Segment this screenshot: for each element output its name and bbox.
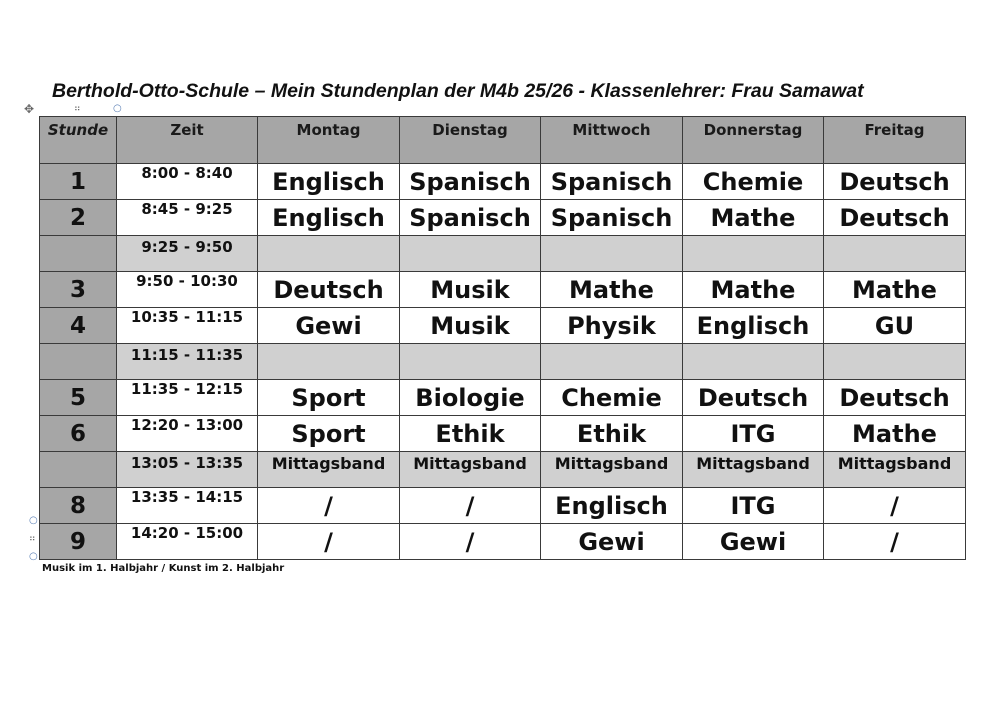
lesson-number bbox=[40, 452, 117, 488]
lesson-number: 4 bbox=[40, 308, 117, 344]
subject-cell-dienstag bbox=[400, 236, 541, 272]
lesson-number: 8 bbox=[40, 488, 117, 524]
subject-cell-montag: Sport bbox=[258, 416, 400, 452]
table-row bbox=[40, 272, 966, 308]
subject-cell-montag bbox=[258, 344, 400, 380]
header-zeit: Zeit bbox=[117, 117, 258, 164]
subject-cell-montag: Englisch bbox=[258, 164, 400, 200]
header-dienstag: Dienstag bbox=[400, 117, 541, 164]
time-cell: 14:20 - 15:00 bbox=[117, 524, 258, 560]
subject-cell-dienstag: Musik bbox=[400, 308, 541, 344]
lesson-number: 3 bbox=[40, 272, 117, 308]
subject-cell-dienstag: Ethik bbox=[400, 416, 541, 452]
subject-cell-freitag: Deutsch bbox=[824, 200, 966, 236]
time-cell: 8:00 - 8:40 bbox=[117, 164, 258, 200]
header-montag: Montag bbox=[258, 117, 400, 164]
table-row bbox=[40, 344, 966, 380]
subject-cell-mittwoch: Physik bbox=[541, 308, 683, 344]
lesson-number: 6 bbox=[40, 416, 117, 452]
subject-cell-mittwoch: Gewi bbox=[541, 524, 683, 560]
subject-cell-mittwoch bbox=[541, 236, 683, 272]
subject-cell-freitag bbox=[824, 344, 966, 380]
time-cell: 13:35 - 14:15 bbox=[117, 488, 258, 524]
subject-cell-donnerstag: Chemie bbox=[683, 164, 824, 200]
lesson-number bbox=[40, 344, 117, 380]
subject-cell-dienstag: / bbox=[400, 488, 541, 524]
subject-cell-montag: / bbox=[258, 488, 400, 524]
subject-cell-mittwoch bbox=[541, 344, 683, 380]
table-row bbox=[40, 488, 966, 524]
subject-cell-freitag bbox=[824, 236, 966, 272]
page-title: Berthold-Otto-Schule – Mein Stundenplan der M4b 25/26 - Klassenlehrer: Frau Samawat bbox=[52, 80, 864, 102]
time-cell: 8:45 - 9:25 bbox=[117, 200, 258, 236]
subject-cell-montag: Sport bbox=[258, 380, 400, 416]
subject-cell-montag: Mittagsband bbox=[258, 452, 400, 488]
lesson-number: 2 bbox=[40, 200, 117, 236]
subject-cell-mittwoch: Mathe bbox=[541, 272, 683, 308]
resize-handle-icon[interactable]: ⠶ bbox=[74, 104, 81, 114]
header-donnerstag: Donnerstag bbox=[683, 117, 824, 164]
time-cell: 11:15 - 11:35 bbox=[117, 344, 258, 380]
subject-cell-dienstag: Musik bbox=[400, 272, 541, 308]
time-cell: 12:20 - 13:00 bbox=[117, 416, 258, 452]
subject-cell-donnerstag bbox=[683, 344, 824, 380]
table-row bbox=[40, 416, 966, 452]
resize-handle-icon[interactable]: ⠶ bbox=[29, 534, 36, 544]
subject-cell-montag: / bbox=[258, 524, 400, 560]
subject-cell-donnerstag bbox=[683, 236, 824, 272]
footnote: Musik im 1. Halbjahr / Kunst im 2. Halbjahr bbox=[42, 563, 285, 574]
subject-cell-dienstag: Mittagsband bbox=[400, 452, 541, 488]
subject-cell-freitag: / bbox=[824, 488, 966, 524]
header-freitag: Freitag bbox=[824, 117, 966, 164]
table-row bbox=[40, 380, 966, 416]
move-handle-icon[interactable]: ✥ bbox=[24, 102, 35, 116]
timetable bbox=[39, 116, 966, 560]
table-row bbox=[40, 200, 966, 236]
time-cell: 9:50 - 10:30 bbox=[117, 272, 258, 308]
subject-cell-donnerstag: Mathe bbox=[683, 272, 824, 308]
subject-cell-montag: Gewi bbox=[258, 308, 400, 344]
subject-cell-mittwoch: Spanisch bbox=[541, 164, 683, 200]
subject-cell-donnerstag: Deutsch bbox=[683, 380, 824, 416]
subject-cell-mittwoch: Ethik bbox=[541, 416, 683, 452]
subject-cell-freitag: Deutsch bbox=[824, 380, 966, 416]
subject-cell-dienstag: Spanisch bbox=[400, 164, 541, 200]
subject-cell-freitag: / bbox=[824, 524, 966, 560]
lesson-number: 9 bbox=[40, 524, 117, 560]
lesson-number: 1 bbox=[40, 164, 117, 200]
time-cell: 10:35 - 11:15 bbox=[117, 308, 258, 344]
time-cell: 9:25 - 9:50 bbox=[117, 236, 258, 272]
lesson-number bbox=[40, 236, 117, 272]
header-stunde: Stunde bbox=[40, 117, 117, 164]
subject-cell-freitag: Mathe bbox=[824, 416, 966, 452]
subject-cell-mittwoch: Mittagsband bbox=[541, 452, 683, 488]
anchor-icon[interactable]: ○ bbox=[113, 103, 122, 114]
subject-cell-montag: Deutsch bbox=[258, 272, 400, 308]
subject-cell-freitag: Mathe bbox=[824, 272, 966, 308]
subject-cell-freitag: GU bbox=[824, 308, 966, 344]
subject-cell-donnerstag: Mathe bbox=[683, 200, 824, 236]
subject-cell-freitag: Deutsch bbox=[824, 164, 966, 200]
anchor-icon[interactable]: ○ bbox=[29, 551, 38, 562]
subject-cell-dienstag: Spanisch bbox=[400, 200, 541, 236]
lesson-number: 5 bbox=[40, 380, 117, 416]
table-row bbox=[40, 308, 966, 344]
subject-cell-mittwoch: Chemie bbox=[541, 380, 683, 416]
subject-cell-montag bbox=[258, 236, 400, 272]
subject-cell-donnerstag: Mittagsband bbox=[683, 452, 824, 488]
time-cell: 13:05 - 13:35 bbox=[117, 452, 258, 488]
subject-cell-dienstag: Biologie bbox=[400, 380, 541, 416]
table-row bbox=[40, 164, 966, 200]
subject-cell-donnerstag: ITG bbox=[683, 488, 824, 524]
subject-cell-mittwoch: Englisch bbox=[541, 488, 683, 524]
table-row bbox=[40, 452, 966, 488]
header-mittwoch: Mittwoch bbox=[541, 117, 683, 164]
subject-cell-mittwoch: Spanisch bbox=[541, 200, 683, 236]
time-cell: 11:35 - 12:15 bbox=[117, 380, 258, 416]
subject-cell-freitag: Mittagsband bbox=[824, 452, 966, 488]
subject-cell-donnerstag: ITG bbox=[683, 416, 824, 452]
subject-cell-dienstag: / bbox=[400, 524, 541, 560]
timetable-header-row bbox=[40, 117, 966, 164]
subject-cell-dienstag bbox=[400, 344, 541, 380]
table-row bbox=[40, 236, 966, 272]
subject-cell-donnerstag: Gewi bbox=[683, 524, 824, 560]
table-row bbox=[40, 524, 966, 560]
subject-cell-donnerstag: Englisch bbox=[683, 308, 824, 344]
subject-cell-montag: Englisch bbox=[258, 200, 400, 236]
anchor-icon[interactable]: ○ bbox=[29, 515, 38, 526]
